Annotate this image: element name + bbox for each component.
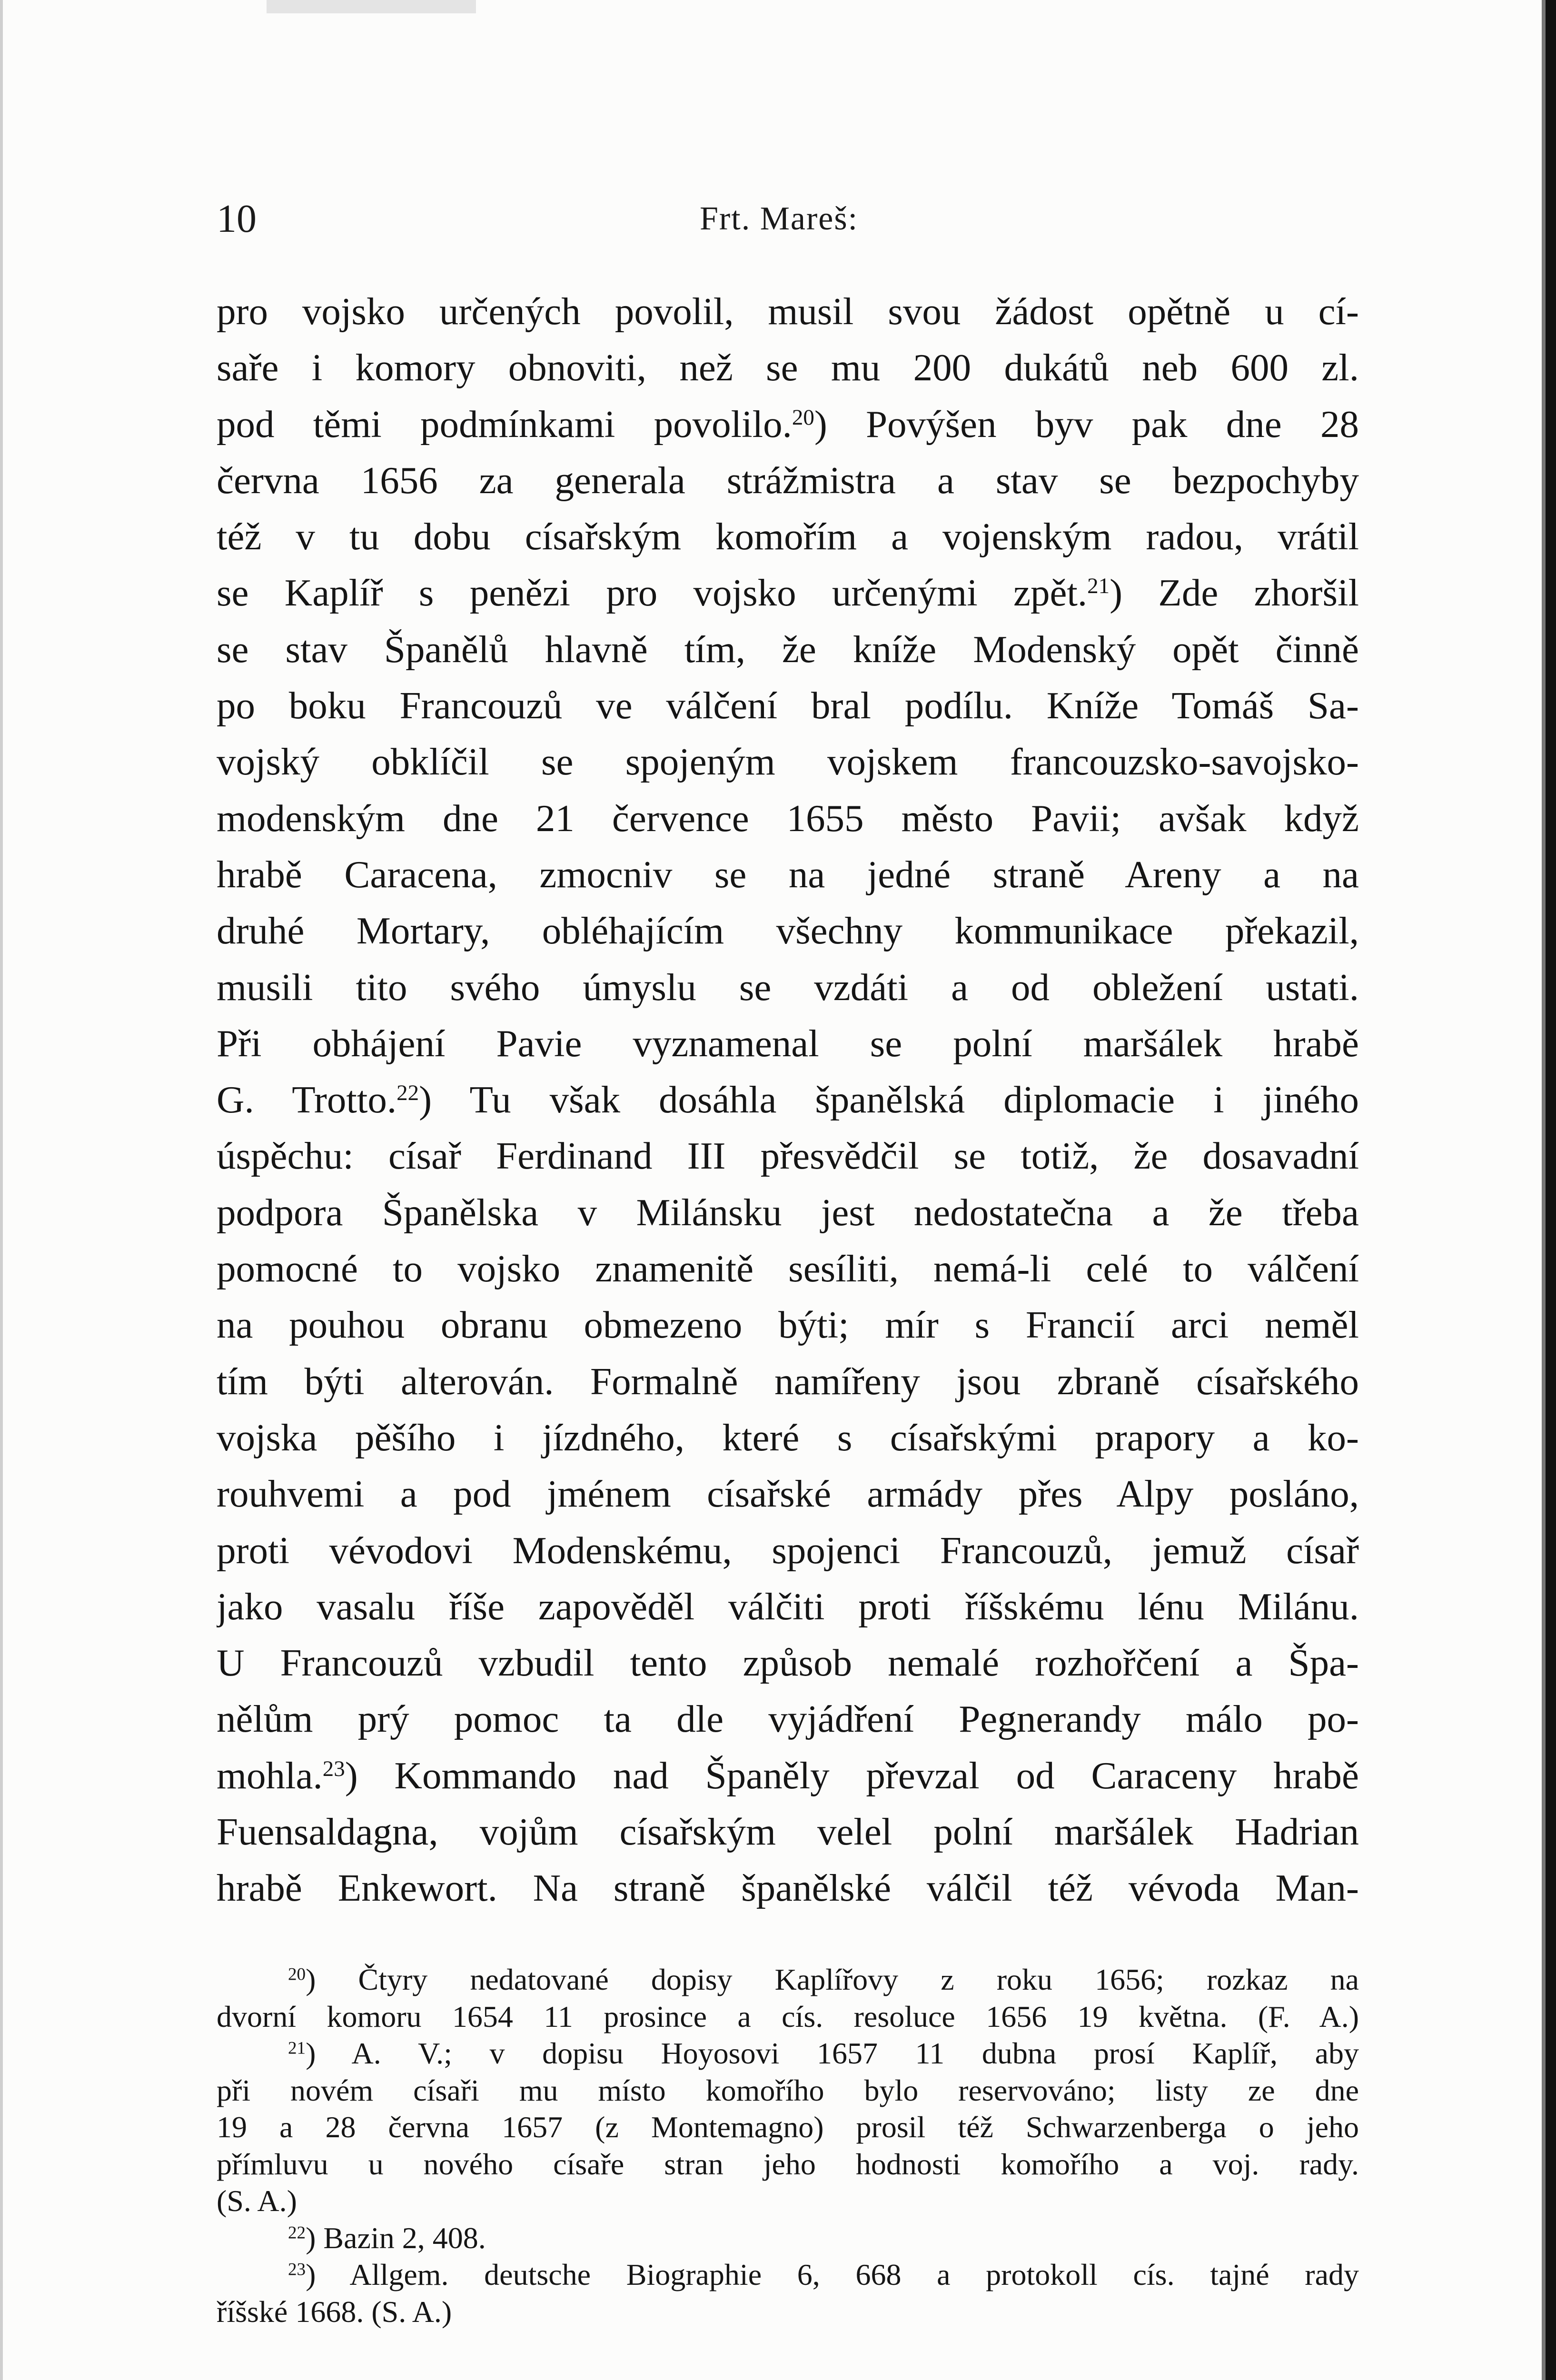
footnote-line: přímluvu u nového císaře stran jeho hodnosti komořího a voj. rady.: [217, 2147, 1359, 2181]
footnote-line: dvorní komoru 1654 11 prosince a cís. resoluce 1656 19 května. (F. A.): [217, 1999, 1359, 2033]
text-line: vojský obklíčil se spojeným vojskem francouzsko-savojsko-: [217, 740, 1359, 783]
footnote-22: $^{22}$) Bazin 2, 408.: [288, 2221, 486, 2255]
footnote-ref: 22: [396, 1081, 419, 1106]
text-line: úspěchu: císař Ferdinand III přesvědčil se totiž, že dosavadní: [217, 1134, 1359, 1178]
page-header: [217, 193, 940, 245]
footnotes: [217, 1961, 1359, 2330]
text-line: hrabě Enkewort. Na straně španělské válčil též vévoda Man-: [217, 1866, 1359, 1910]
text-line: G. Trotto.$^{22}$) Tu však dosáhla španělská diplomacie i jiného: [217, 1078, 1359, 1121]
footnote-line: při novém císaři mu místo komořího bylo reservováno; listy ze dne: [217, 2073, 1359, 2107]
footnote-21: $^{21}$) A. V.; v dopisu Hoyosovi 1657 11 dubna prosí Kaplíř, aby: [288, 2036, 1359, 2070]
text-line: druhé Mortary, obléhajícím všechny kommunikace překazil,: [217, 909, 1359, 952]
text-line: tím býti alterován. Formalně namířeny jsou zbraně císařského: [217, 1359, 1359, 1403]
text-line: pod těmi podmínkami povolilo.$^{20}$) Povýšen byv pak dne 28: [217, 402, 1359, 446]
text-line: mohla.$^{23}$) Kommando nad Španěly převzal od Caraceny hrabě: [217, 1754, 1359, 1797]
text-line: vojska pěšího i jízdného, které s císařskými prapory a ko-: [217, 1416, 1359, 1459]
text-line: proti vévodovi Modenskému, spojenci Francouzů, jemuž císař: [217, 1528, 1359, 1572]
scan-edge-left: [0, 0, 3, 2380]
footnote-23: $^{23}$) Allgem. deutsche Biographie 6, 668 a protokoll cís. tajné rady: [288, 2258, 1359, 2291]
text-line: hrabě Caracena, zmocniv se na jedné straně Areny a na: [217, 853, 1359, 896]
text-line: modenským dne 21 července 1655 město Pavii; avšak když: [217, 796, 1359, 840]
text-line: též v tu dobu císařským komořím a vojenským radou, vrátil: [217, 515, 1359, 558]
text-line: po boku Francouzů ve válčení bral podílu. Kníže Tomáš Sa-: [217, 684, 1359, 727]
main-text: [217, 283, 1359, 1916]
text-line: nělům prý pomoc ta dle vyjádření Pegnerandy málo po-: [217, 1697, 1359, 1741]
footnote-ref: 23: [322, 1756, 345, 1781]
footnote-line: (S. A.): [217, 2184, 297, 2218]
scan-edge-right: [1546, 0, 1556, 2380]
footnote-20: $^{20}$) Čtyry nedatované dopisy Kaplířovy z roku 1656; rozkaz na: [288, 1963, 1359, 1996]
footnote-ref: 21: [1087, 574, 1110, 599]
text-line: jako vasalu říše zapověděl válčiti proti říšskému lénu Milánu.: [217, 1585, 1359, 1628]
text-line: pro vojsko určených povolil, musil svou žádost opětně u cí-: [217, 290, 1359, 333]
text-line: na pouhou obranu obmezeno býti; mír s Francií arci neměl: [217, 1303, 1359, 1347]
scan-edge-shadow: [1542, 0, 1546, 2380]
footnote-line: 19 a 28 června 1657 (z Montemagno) prosil též Schwarzenberga o jeho: [217, 2110, 1359, 2144]
text-line: podpora Španělska v Milánsku jest nedostatečna a že třeba: [217, 1190, 1359, 1234]
text-line: se stav Španělů hlavně tím, že kníže Modenský opět činně: [217, 627, 1359, 671]
text-line: U Francouzů vzbudil tento způsob nemalé rozhořčení a Špa-: [217, 1641, 1359, 1685]
text-line: Fuensaldagna, vojům císařským velel polní maršálek Hadrian: [217, 1810, 1359, 1854]
running-head: Frt. Mareš:: [700, 200, 859, 237]
scan-smudge: [267, 0, 476, 13]
text-line: rouhvemi a pod jménem císařské armády přes Alpy posláno,: [217, 1472, 1359, 1516]
text-line: musili tito svého úmyslu se vzdáti a od obležení ustati.: [217, 965, 1359, 1009]
footnote-ref: 20: [792, 405, 814, 430]
text-line: června 1656 za generala strážmistra a stav se bezpochyby: [217, 458, 1359, 502]
text-line: pomocné to vojsko znamenitě sesíliti, nemá-li celé to válčení: [217, 1247, 1359, 1290]
footnote-line: říšské 1668. (S. A.): [217, 2294, 452, 2329]
text-line: se Kaplíř s penězi pro vojsko určenými zpět.$^{21}$) Zde zhoršil: [217, 571, 1359, 615]
text-line: saře i komory obnoviti, než se mu 200 dukátů neb 600 zl.: [217, 346, 1359, 389]
text-line: Při obhájení Pavie vyznamenal se polní maršálek hrabě: [217, 1021, 1359, 1065]
page-number: 10: [217, 197, 257, 241]
